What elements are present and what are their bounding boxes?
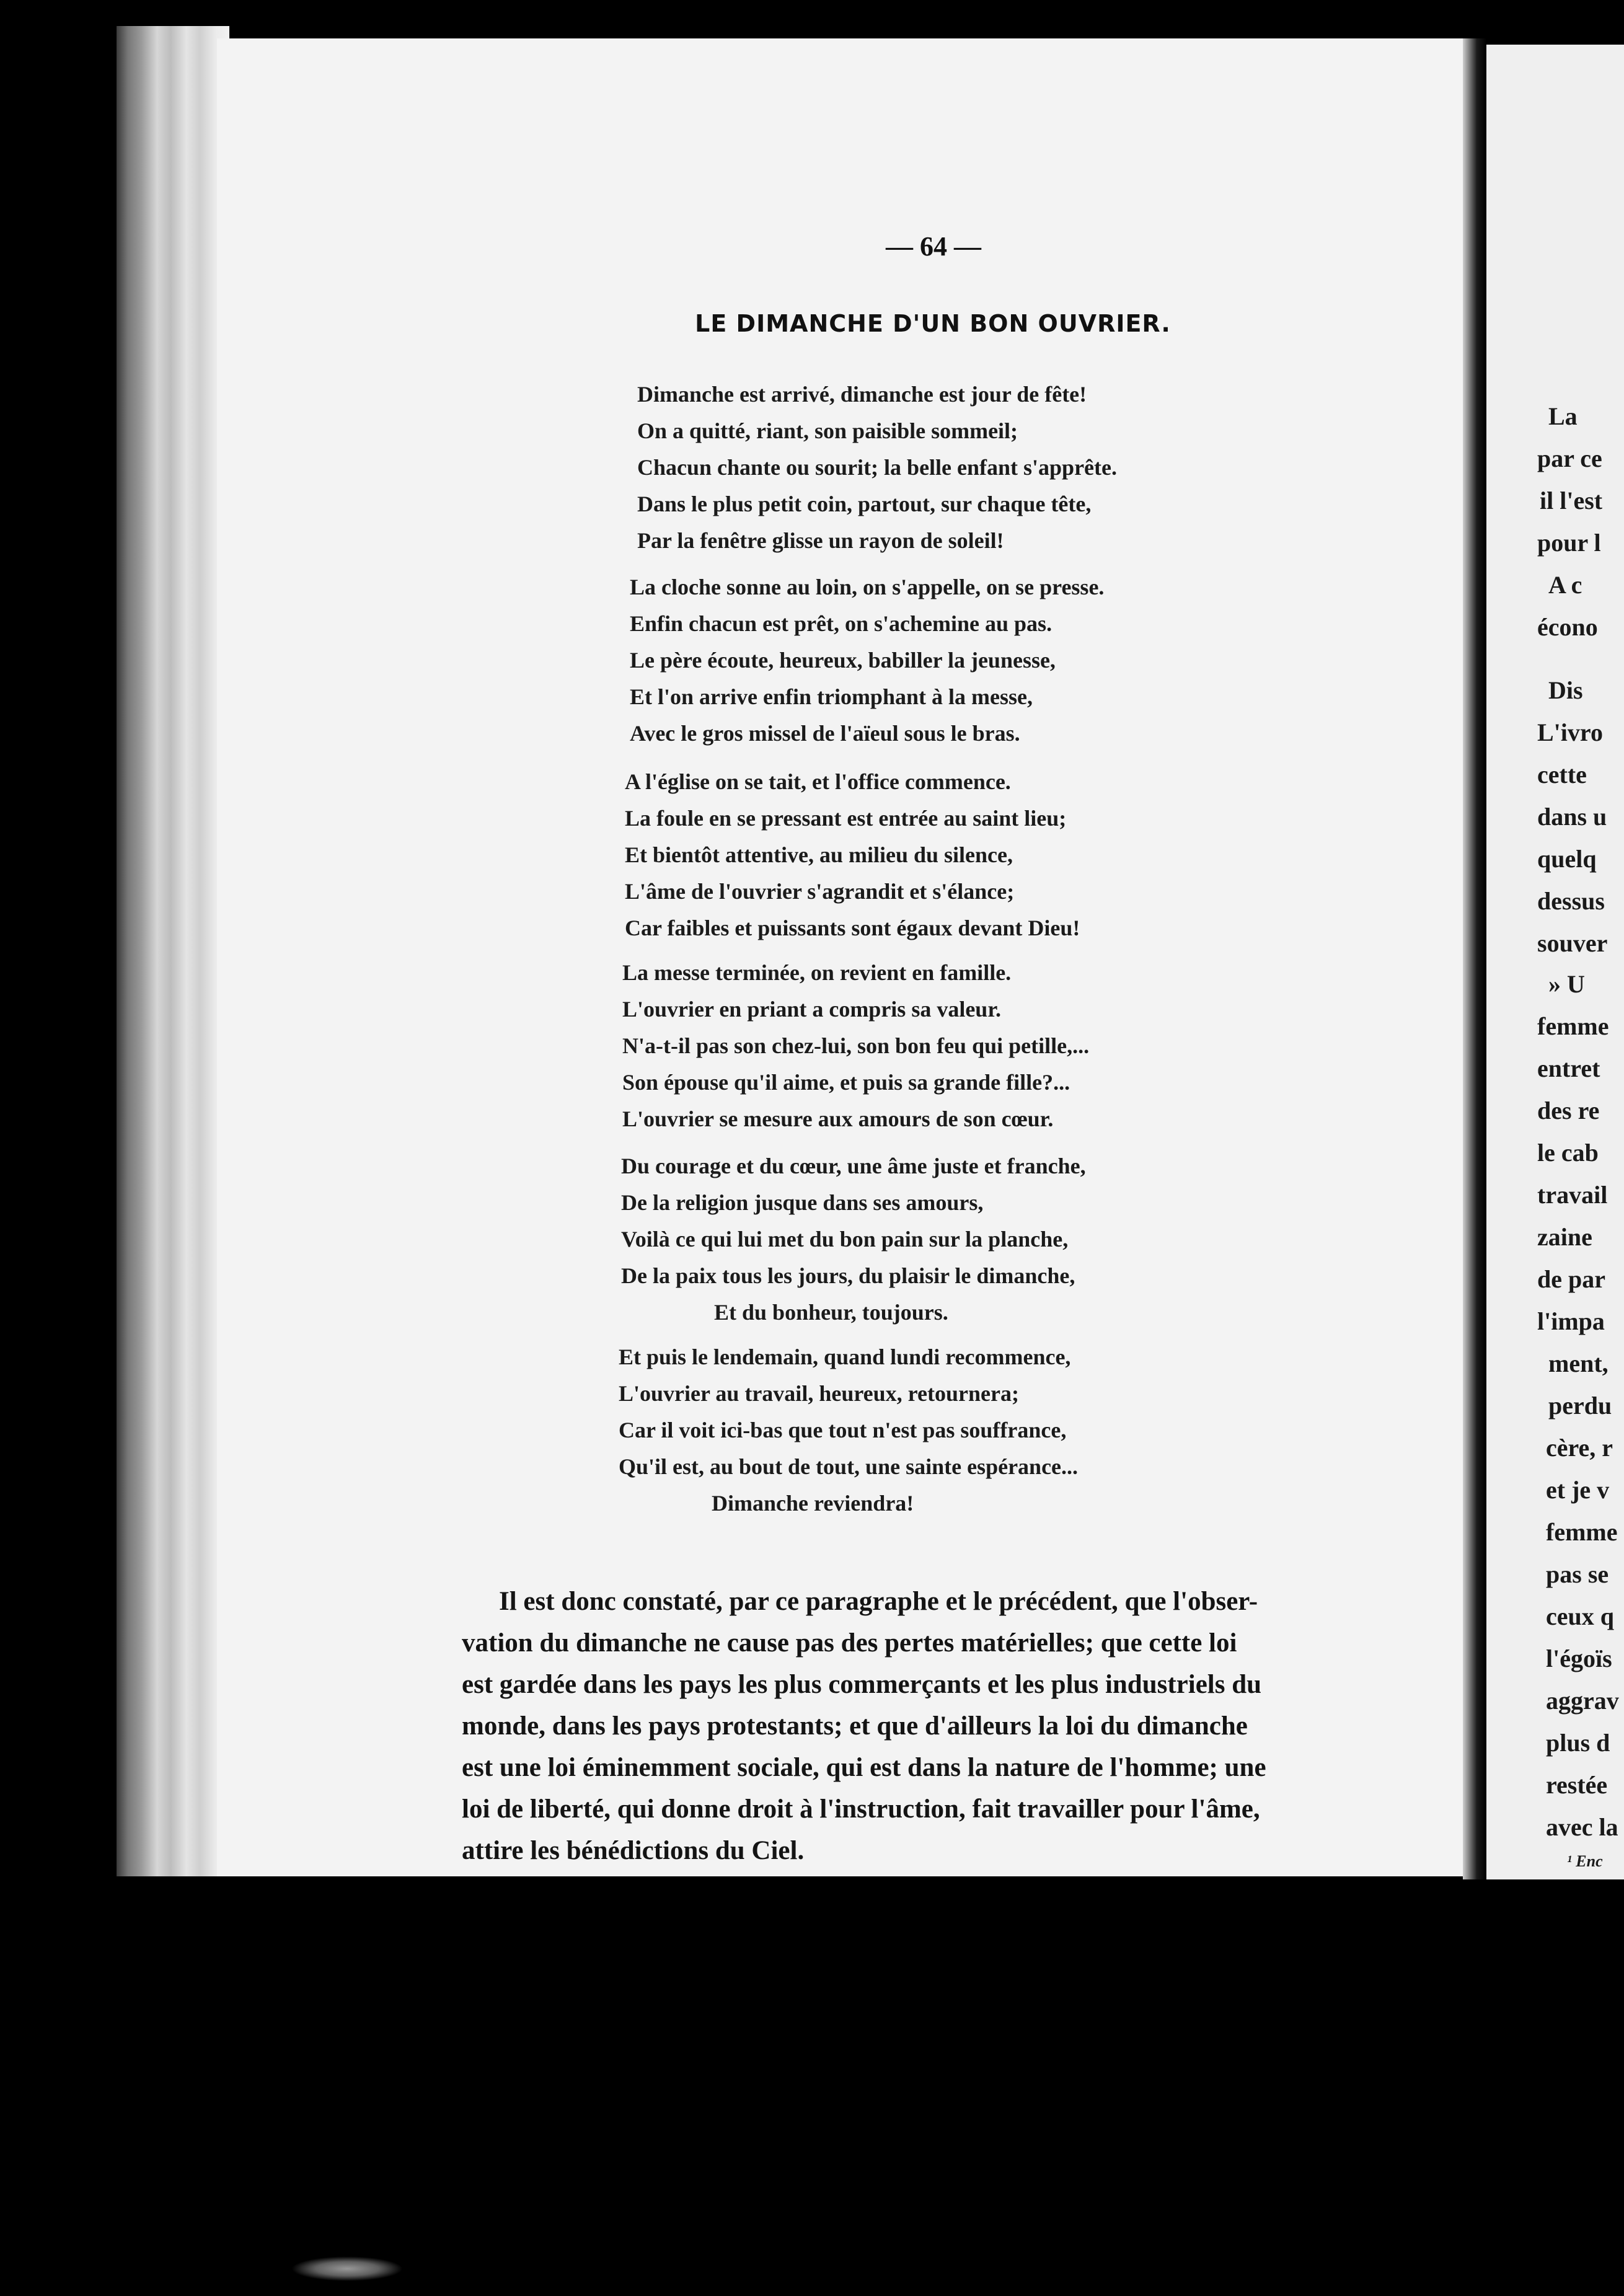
- poem-line: Et puis le lendemain, quand lundi recommence,: [619, 1344, 1071, 1369]
- page-edges-stack: [117, 26, 229, 1876]
- poem-stanza: [625, 764, 1307, 947]
- poem-line: L'ouvrier au travail, heureux, retournera;: [619, 1381, 1019, 1406]
- poem-line: Chacun chante ou sourit; la belle enfant s'apprête.: [637, 455, 1117, 480]
- facing-page-line: souver: [1537, 929, 1608, 957]
- facing-page-line: perdu: [1548, 1392, 1612, 1420]
- paragraph-line: est une loi éminemment sociale, qui est dans la nature de l'homme; une: [462, 1753, 1266, 1782]
- facing-page-line: travail: [1537, 1181, 1608, 1209]
- facing-page-line: femme: [1546, 1518, 1618, 1546]
- paragraph-line: vation du dimanche ne cause pas des pertes matérielles; que cette loi: [462, 1628, 1237, 1658]
- facing-page-line: le cab: [1537, 1139, 1599, 1167]
- facing-page-line: ment,: [1548, 1349, 1609, 1377]
- facing-page-line: La: [1548, 402, 1578, 430]
- facing-page-line: l'égoïs: [1546, 1645, 1612, 1672]
- poem-stanza: [630, 569, 1312, 752]
- facing-page-line: plus d: [1546, 1729, 1610, 1757]
- facing-page-line: cette: [1537, 761, 1587, 788]
- poem-line: Avec le gros missel de l'aïeul sous le bras.: [630, 721, 1020, 746]
- facing-page-line: femme: [1537, 1012, 1609, 1040]
- facing-page-line: il l'est: [1540, 487, 1603, 514]
- poem-line: L'âme de l'ouvrier s'agrandit et s'élance;: [625, 879, 1015, 904]
- poem-title: LE DIMANCHE D'UN BON OUVRIER.: [695, 310, 1171, 337]
- facing-page-line: des re: [1537, 1097, 1600, 1124]
- poem-line: De la religion jusque dans ses amours,: [621, 1190, 984, 1215]
- poem-line: La cloche sonne au loin, on s'appelle, on se presse.: [630, 575, 1105, 599]
- poem-line: Car faibles et puissants sont égaux devant Dieu!: [625, 916, 1080, 940]
- poem-line: Enfin chacun est prêt, on s'achemine au pas.: [630, 611, 1053, 636]
- facing-page-line: par ce: [1537, 444, 1602, 472]
- poem-line: N'a-t-il pas son chez-lui, son bon feu qui petille,...: [622, 1033, 1090, 1058]
- poem-line: Voilà ce qui lui met du bon pain sur la planche,: [621, 1227, 1069, 1252]
- facing-page-line: et je v: [1546, 1476, 1610, 1504]
- poem-line: Du courage et du cœur, une âme juste et franche,: [621, 1154, 1086, 1178]
- poem-line: Car il voit ici-bas que tout n'est pas souffrance,: [619, 1418, 1067, 1442]
- poem-line: Son épouse qu'il aime, et puis sa grande fille?...: [622, 1070, 1070, 1095]
- poem-line: Et du bonheur, toujours.: [714, 1300, 948, 1325]
- poem-line: A l'église on se tait, et l'office commence.: [625, 769, 1011, 794]
- facing-page-line: aggrav: [1546, 1687, 1619, 1715]
- page-number: — 64 —: [886, 231, 981, 262]
- poem-line: De la paix tous les jours, du plaisir le dimanche,: [621, 1263, 1075, 1288]
- facing-page-line: avec la: [1546, 1813, 1618, 1841]
- poem-line: L'ouvrier en priant a compris sa valeur.: [622, 997, 1001, 1022]
- poem-line: Par la fenêtre glisse un rayon de soleil!: [637, 528, 1004, 553]
- poem-line: Dans le plus petit coin, partout, sur chaque tête,: [637, 492, 1092, 516]
- body-paragraph: [462, 1581, 1354, 1871]
- poem-line: On a quitté, riant, son paisible sommeil;: [637, 418, 1018, 443]
- facing-page-line: écono: [1537, 613, 1598, 641]
- facing-page-line: Dis: [1548, 676, 1583, 704]
- facing-page-line: pour l: [1537, 529, 1601, 557]
- poem-line: L'ouvrier se mesure aux amours de son cœur.: [622, 1106, 1054, 1131]
- poem-line: Dimanche reviendra!: [712, 1491, 914, 1516]
- poem-stanza: [621, 1148, 1303, 1331]
- facing-page-line: quelq: [1537, 845, 1597, 873]
- facing-page-line: de par: [1537, 1265, 1605, 1293]
- scan-smudge: [291, 2256, 403, 2281]
- paragraph-line: loi de liberté, qui donne droit à l'instruction, fait travailler pour l'âme,: [462, 1795, 1260, 1824]
- paragraph-line: Il est donc constaté, par ce paragraphe et le précédent, que l'obser-: [499, 1587, 1258, 1616]
- poem-stanza: [622, 955, 1304, 1137]
- poem-stanza: [637, 376, 1319, 559]
- paragraph-line: est gardée dans les pays les plus commerçants et les plus industriels du: [462, 1670, 1262, 1699]
- facing-page-line: ceux q: [1546, 1602, 1614, 1630]
- poem-line: Le père écoute, heureux, babiller la jeunesse,: [630, 648, 1056, 673]
- facing-page-line: zaine: [1537, 1223, 1592, 1251]
- facing-page-line: pas se: [1546, 1560, 1609, 1588]
- facing-page-line: restée: [1546, 1771, 1608, 1799]
- paragraph-line: attire les bénédictions du Ciel.: [462, 1836, 805, 1865]
- poem-line: Et l'on arrive enfin triomphant à la messe,: [630, 684, 1033, 709]
- poem-line: La foule en se pressant est entrée au saint lieu;: [625, 806, 1067, 831]
- facing-page-footnote: ¹ Enc: [1567, 1852, 1603, 1870]
- facing-page-line: dessus: [1537, 887, 1605, 915]
- facing-page-line: A c: [1548, 571, 1582, 599]
- poem-line: Qu'il est, au bout de tout, une sainte espérance...: [619, 1454, 1079, 1479]
- paragraph-line: monde, dans les pays protestants; et que d'ailleurs la loi du dimanche: [462, 1711, 1248, 1741]
- facing-page-line: l'impa: [1537, 1307, 1605, 1335]
- poem-line: La messe terminée, on revient en famille.: [622, 960, 1012, 985]
- poem-line: Et bientôt attentive, au milieu du silence,: [625, 842, 1013, 867]
- facing-page-line: dans u: [1537, 803, 1607, 831]
- facing-page-line: cère, r: [1546, 1434, 1613, 1462]
- facing-page-line: entret: [1537, 1054, 1600, 1082]
- facing-page-line: L'ivro: [1537, 718, 1603, 746]
- poem-stanza: [619, 1339, 1300, 1522]
- poem-line: Dimanche est arrivé, dimanche est jour de fête!: [637, 382, 1087, 407]
- facing-page-line: » U: [1548, 970, 1585, 998]
- gutter-shadow: [1463, 38, 1486, 1879]
